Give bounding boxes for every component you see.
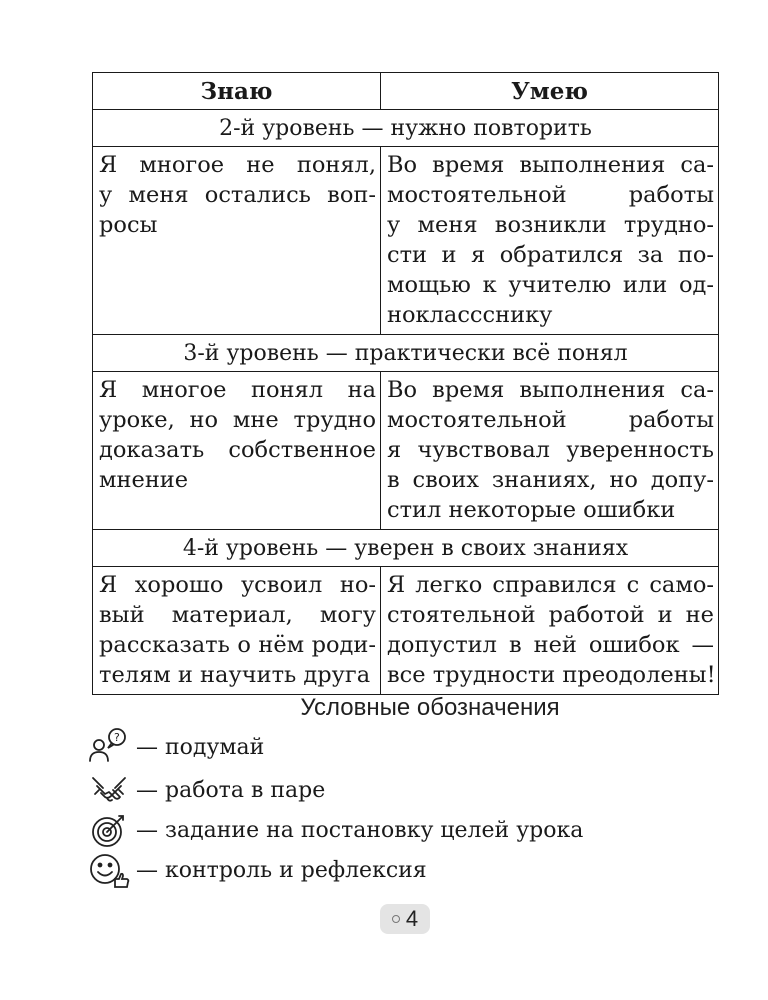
text-line: мостоятельной работы: [387, 407, 714, 433]
legend-item-think: [86, 727, 264, 767]
legend-text: — работа в паре: [136, 777, 326, 803]
text-line: у меня возникли трудно-: [387, 212, 714, 238]
text-line: уроке, но мне трудно: [99, 407, 376, 433]
text-line: Во время выполнения са-: [387, 377, 714, 403]
text-line: допустил в ней ошибок —: [387, 632, 714, 658]
think-icon: [86, 727, 132, 767]
text-line: сти и я обратился за по-: [387, 242, 714, 268]
table-header-row: [93, 73, 719, 110]
self-assessment-table: [92, 72, 719, 695]
legend-text: — контроль и рефлексия: [136, 857, 427, 883]
legend-item-reflection: [86, 850, 427, 890]
text-line: мощью к учителю или од-: [387, 272, 714, 298]
handshake-icon: [86, 770, 132, 810]
text-line: Я хорошо усвоил но-: [99, 572, 376, 598]
level-content-row: [93, 567, 719, 695]
text-line: я чувствовал уверенность: [387, 437, 714, 463]
text-line: у меня остались воп-: [99, 182, 376, 208]
text-line: рассказать о нём роди-: [99, 632, 376, 658]
text-line: в своих знаниях, но допу-: [387, 467, 714, 493]
legend-text: — подумай: [136, 734, 265, 760]
level-content-row: [93, 372, 719, 530]
level-title-row: [93, 335, 719, 372]
text-line: Я легко справился с само-: [387, 572, 714, 598]
target-icon: [86, 810, 132, 850]
text-line: Во время выполнения са-: [387, 152, 714, 178]
text-line: стоятельной работой и не: [387, 602, 714, 628]
know-cell: [93, 147, 381, 335]
text-line: стил некоторые ошибки: [387, 497, 676, 523]
can-cell: [381, 372, 719, 530]
smiley-thumbs-up-icon: [86, 850, 132, 890]
legend-item-pair-work: [86, 770, 325, 810]
svg-text:?: ?: [114, 731, 120, 744]
level-title: 2-й уровень — нужно повторить: [93, 110, 719, 147]
text-line: все трудности преодолены!: [387, 662, 716, 688]
text-line: Я многое не понял,: [99, 152, 376, 178]
page-number-badge: [380, 904, 430, 934]
text-line: доказать собственное: [99, 437, 376, 463]
text-line: Я многое понял на: [99, 377, 376, 403]
know-cell: [93, 372, 381, 530]
legend-title: Условные обозначения: [300, 694, 560, 721]
level-title: 3-й уровень — практически всё понял: [93, 335, 719, 372]
header-can: Умею: [381, 73, 719, 110]
text-line: мнение: [99, 467, 189, 493]
know-cell: [93, 567, 381, 695]
text-line: вый материал, могу: [99, 602, 376, 628]
level-title-row: [93, 110, 719, 147]
text-line: ноклассснику: [387, 302, 553, 328]
header-know: Знаю: [93, 73, 381, 110]
page-number: 4: [405, 906, 419, 931]
circle-icon: [392, 915, 400, 923]
level-content-row: [93, 147, 719, 335]
level-title-row: [93, 530, 719, 567]
can-cell: [381, 567, 719, 695]
text-line: телям и научить друга: [99, 662, 371, 688]
legend-item-goal: [86, 810, 583, 850]
level-title: 4-й уровень — уверен в своих знаниях: [93, 530, 719, 567]
legend-text: — задание на постановку целей урока: [136, 817, 584, 843]
text-line: росы: [99, 212, 158, 238]
can-cell: [381, 147, 719, 335]
text-line: мостоятельной работы: [387, 182, 714, 208]
